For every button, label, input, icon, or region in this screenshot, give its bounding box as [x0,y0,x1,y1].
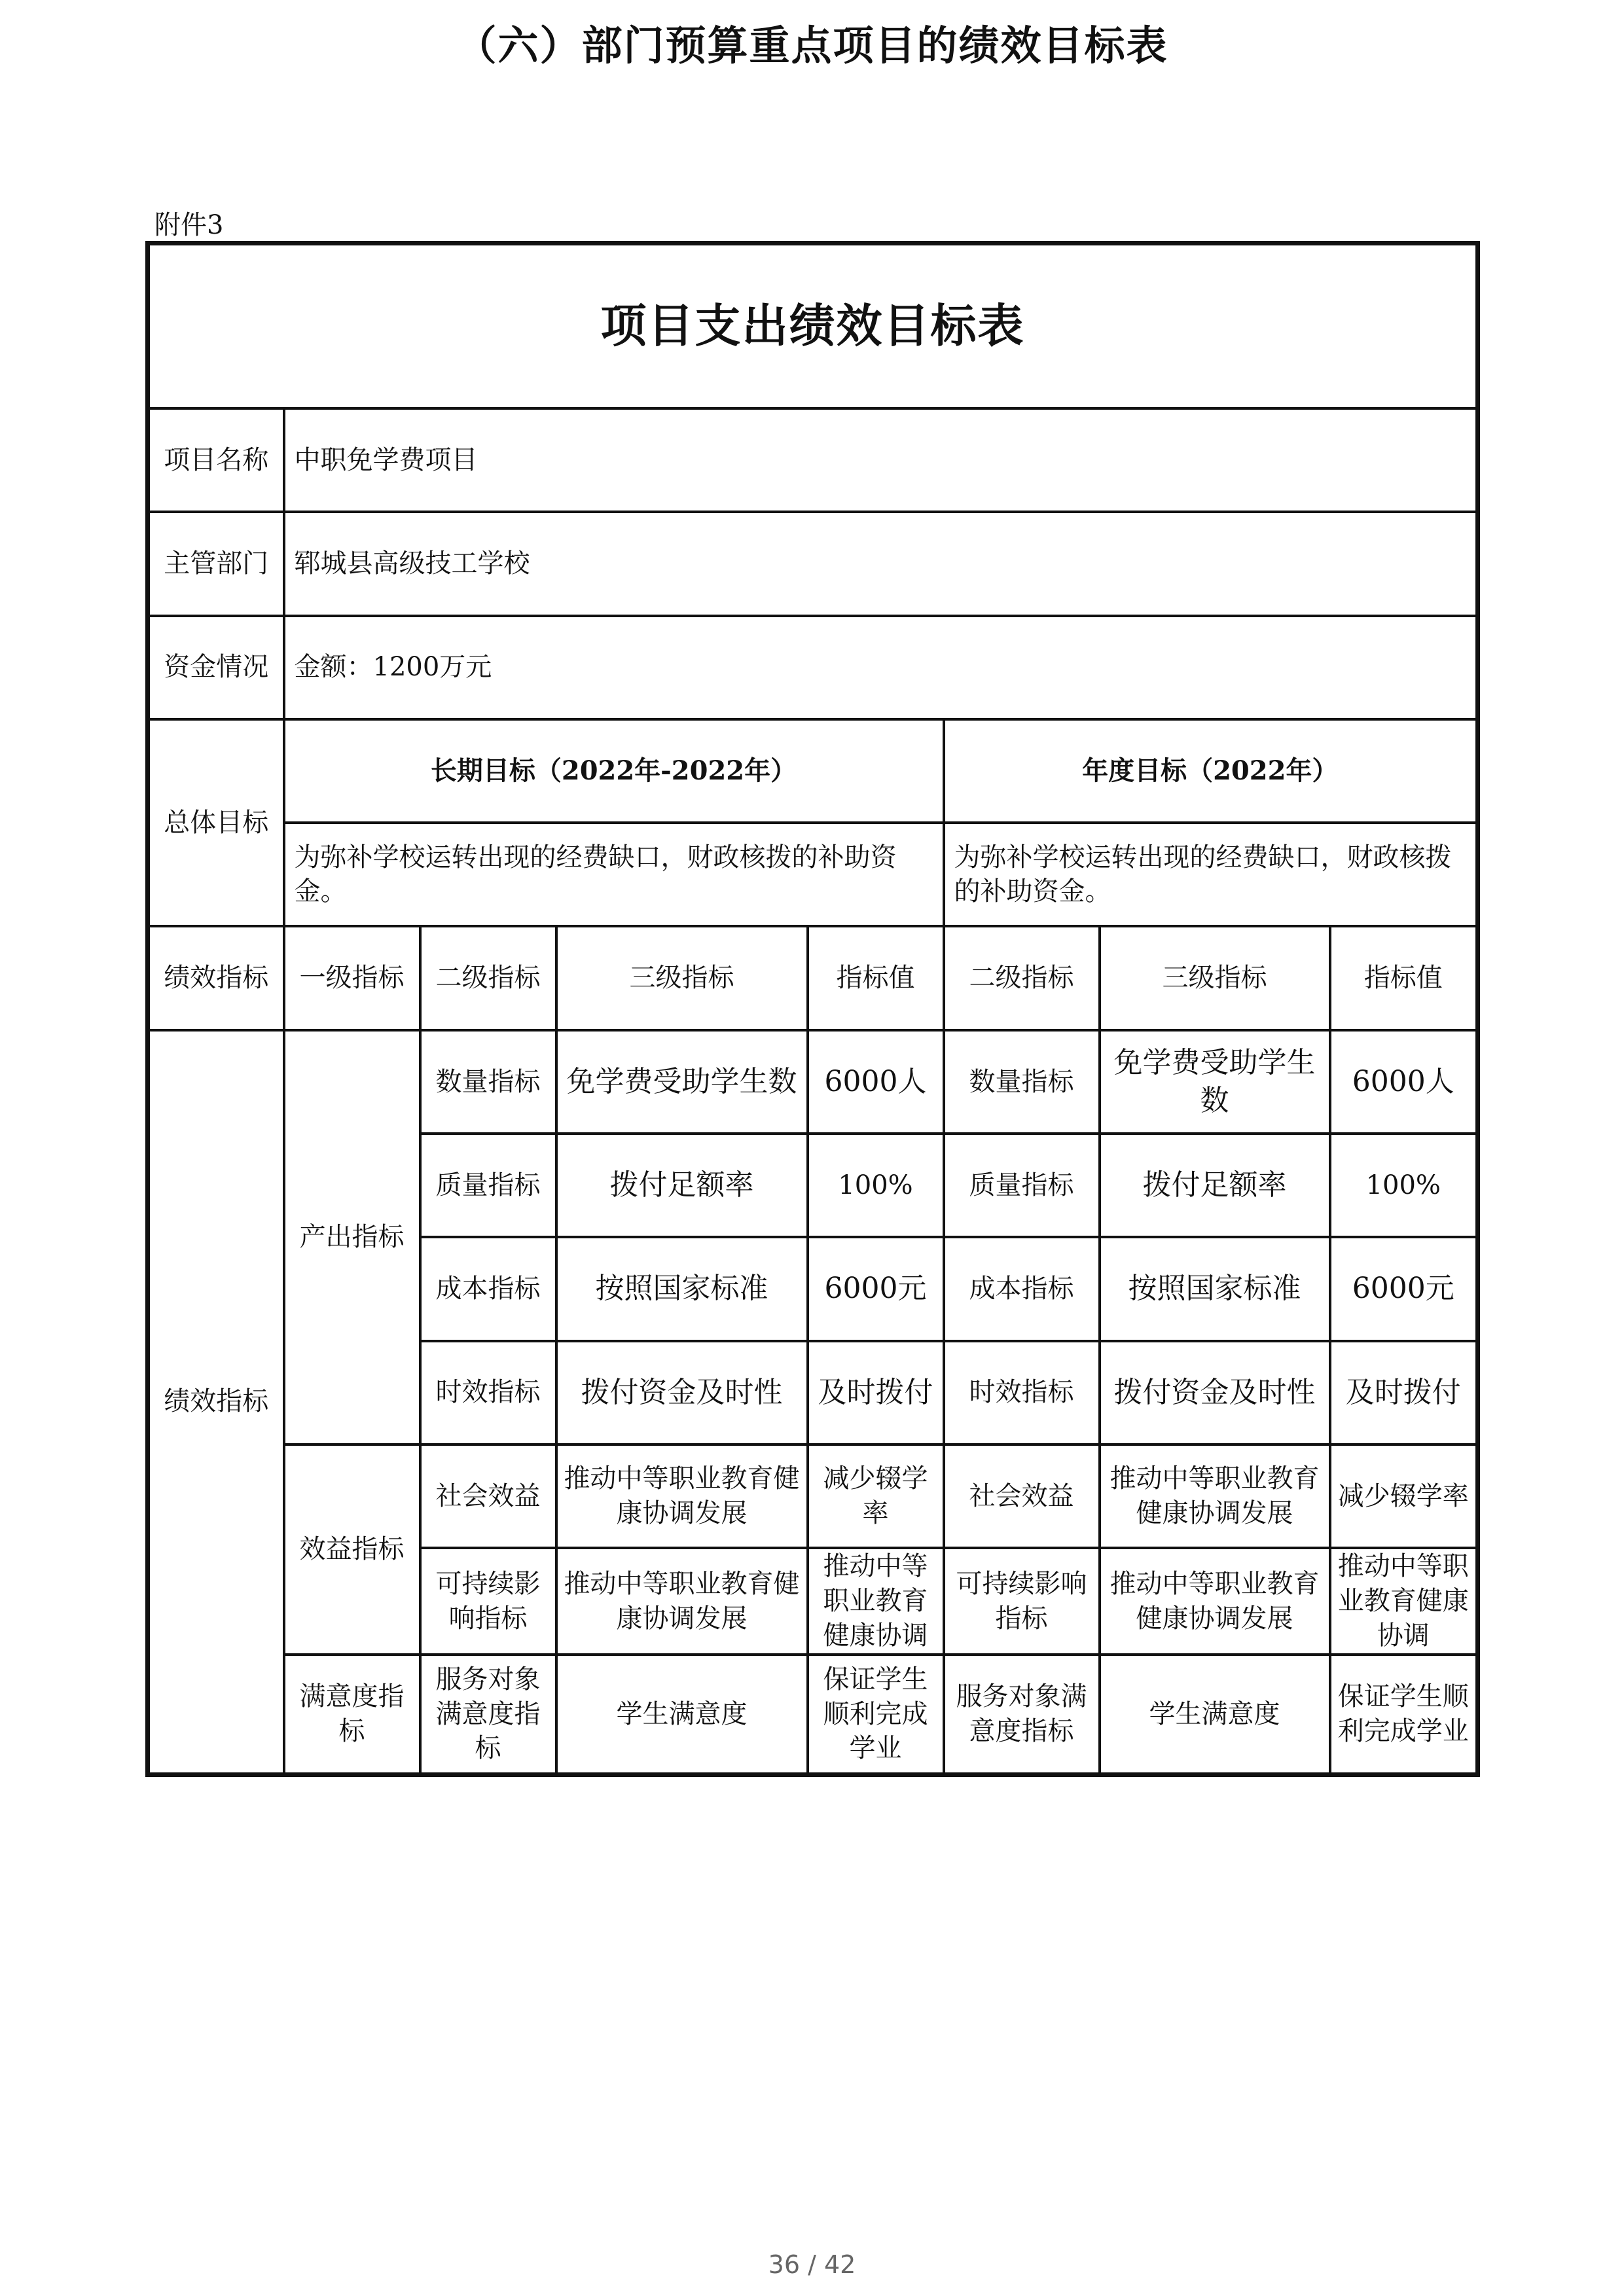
annual-level2-cell: 可持续影响指标 [944,1548,1100,1655]
annual-level2-cell: 数量指标 [944,1030,1100,1134]
level3-cell: 学生满意度 [556,1655,808,1775]
funds-label: 资金情况 [148,616,284,719]
annual-level3-cell: 拨付资金及时性 [1100,1341,1330,1444]
col-annual-value-header: 指标值 [1330,926,1478,1030]
level2-cell: 服务对象满意度指标 [420,1655,556,1775]
page-number: 36 / 42 [768,2250,856,2279]
annual-level3-cell: 推动中等职业教育健康协调发展 [1100,1548,1330,1655]
overall-goal-label: 总体目标 [148,719,284,927]
level3-cell: 拨付足额率 [556,1134,808,1237]
level3-cell: 免学费受助学生数 [556,1030,808,1134]
level3-cell: 按照国家标准 [556,1237,808,1340]
value-cell: 保证学生顺利完成学业 [808,1655,944,1775]
annual-level2-cell: 时效指标 [944,1341,1100,1444]
annual-value-cell: 减少辍学率 [1330,1444,1478,1548]
col-value-header: 指标值 [808,926,944,1030]
output-indicator-label: 产出指标 [284,1030,420,1444]
col-level2-header: 二级指标 [420,926,556,1030]
table-row [148,1030,1478,1134]
value-cell: 推动中等职业教育健康协调 [808,1548,944,1655]
level2-cell: 社会效益 [420,1444,556,1548]
funds-value: 金额：1200万元 [284,616,1478,719]
level2-cell: 质量指标 [420,1134,556,1237]
annual-level2-cell: 质量指标 [944,1134,1100,1237]
table-row [148,1444,1478,1548]
level2-cell: 成本指标 [420,1237,556,1340]
project-name-value: 中职免学费项目 [284,408,1478,512]
page-heading: （六）部门预算重点项目的绩效目标表 [456,22,1168,69]
annual-value-cell: 100% [1330,1134,1478,1237]
performance-goal-table [145,241,1480,1777]
annual-level2-cell: 服务对象满意度指标 [944,1655,1100,1775]
col-level1-header: 一级指标 [284,926,420,1030]
value-cell: 减少辍学率 [808,1444,944,1548]
col-annual-level2-header: 二级指标 [944,926,1100,1030]
table-row [148,1655,1478,1775]
level2-cell: 时效指标 [420,1341,556,1444]
level3-cell: 拨付资金及时性 [556,1341,808,1444]
col-level3-header: 三级指标 [556,926,808,1030]
annual-goal-text: 为弥补学校运转出现的经费缺口，财政核拨的补助资金。 [944,823,1478,926]
annual-level2-cell: 成本指标 [944,1237,1100,1340]
annual-level3-cell: 推动中等职业教育健康协调发展 [1100,1444,1330,1548]
value-cell: 及时拨付 [808,1341,944,1444]
table-title: 项目支出绩效目标表 [148,243,1478,408]
col-annual-level3-header: 三级指标 [1100,926,1330,1030]
level2-cell: 数量指标 [420,1030,556,1134]
indicator-header-label: 绩效指标 [148,926,284,1030]
annual-level3-cell: 学生满意度 [1100,1655,1330,1775]
annual-value-cell: 6000元 [1330,1237,1478,1340]
level2-cell: 可持续影响指标 [420,1548,556,1655]
annual-value-cell: 保证学生顺利完成学业 [1330,1655,1478,1775]
annual-value-cell: 6000人 [1330,1030,1478,1134]
annual-value-cell: 及时拨付 [1330,1341,1478,1444]
value-cell: 100% [808,1134,944,1237]
annual-goal-header: 年度目标（2022年） [944,719,1478,823]
annual-level3-cell: 按照国家标准 [1100,1237,1330,1340]
annual-value-cell: 推动中等职业教育健康协调 [1330,1548,1478,1655]
annual-level3-cell: 免学费受助学生数 [1100,1030,1330,1134]
level3-cell: 推动中等职业教育健康协调发展 [556,1548,808,1655]
satisfaction-indicator-label: 满意度指标 [284,1655,420,1775]
annual-level3-cell: 拨付足额率 [1100,1134,1330,1237]
indicator-section-label: 绩效指标 [148,1030,284,1775]
attachment-label: 附件3 [154,210,224,240]
value-cell: 6000人 [808,1030,944,1134]
department-label: 主管部门 [148,512,284,615]
department-value: 郓城县高级技工学校 [284,512,1478,615]
benefit-indicator-label: 效益指标 [284,1444,420,1655]
level3-cell: 推动中等职业教育健康协调发展 [556,1444,808,1548]
long-term-goal-text: 为弥补学校运转出现的经费缺口，财政核拨的补助资金。 [284,823,944,926]
value-cell: 6000元 [808,1237,944,1340]
project-name-label: 项目名称 [148,408,284,512]
long-term-goal-header: 长期目标（2022年-2022年） [284,719,944,823]
annual-level2-cell: 社会效益 [944,1444,1100,1548]
